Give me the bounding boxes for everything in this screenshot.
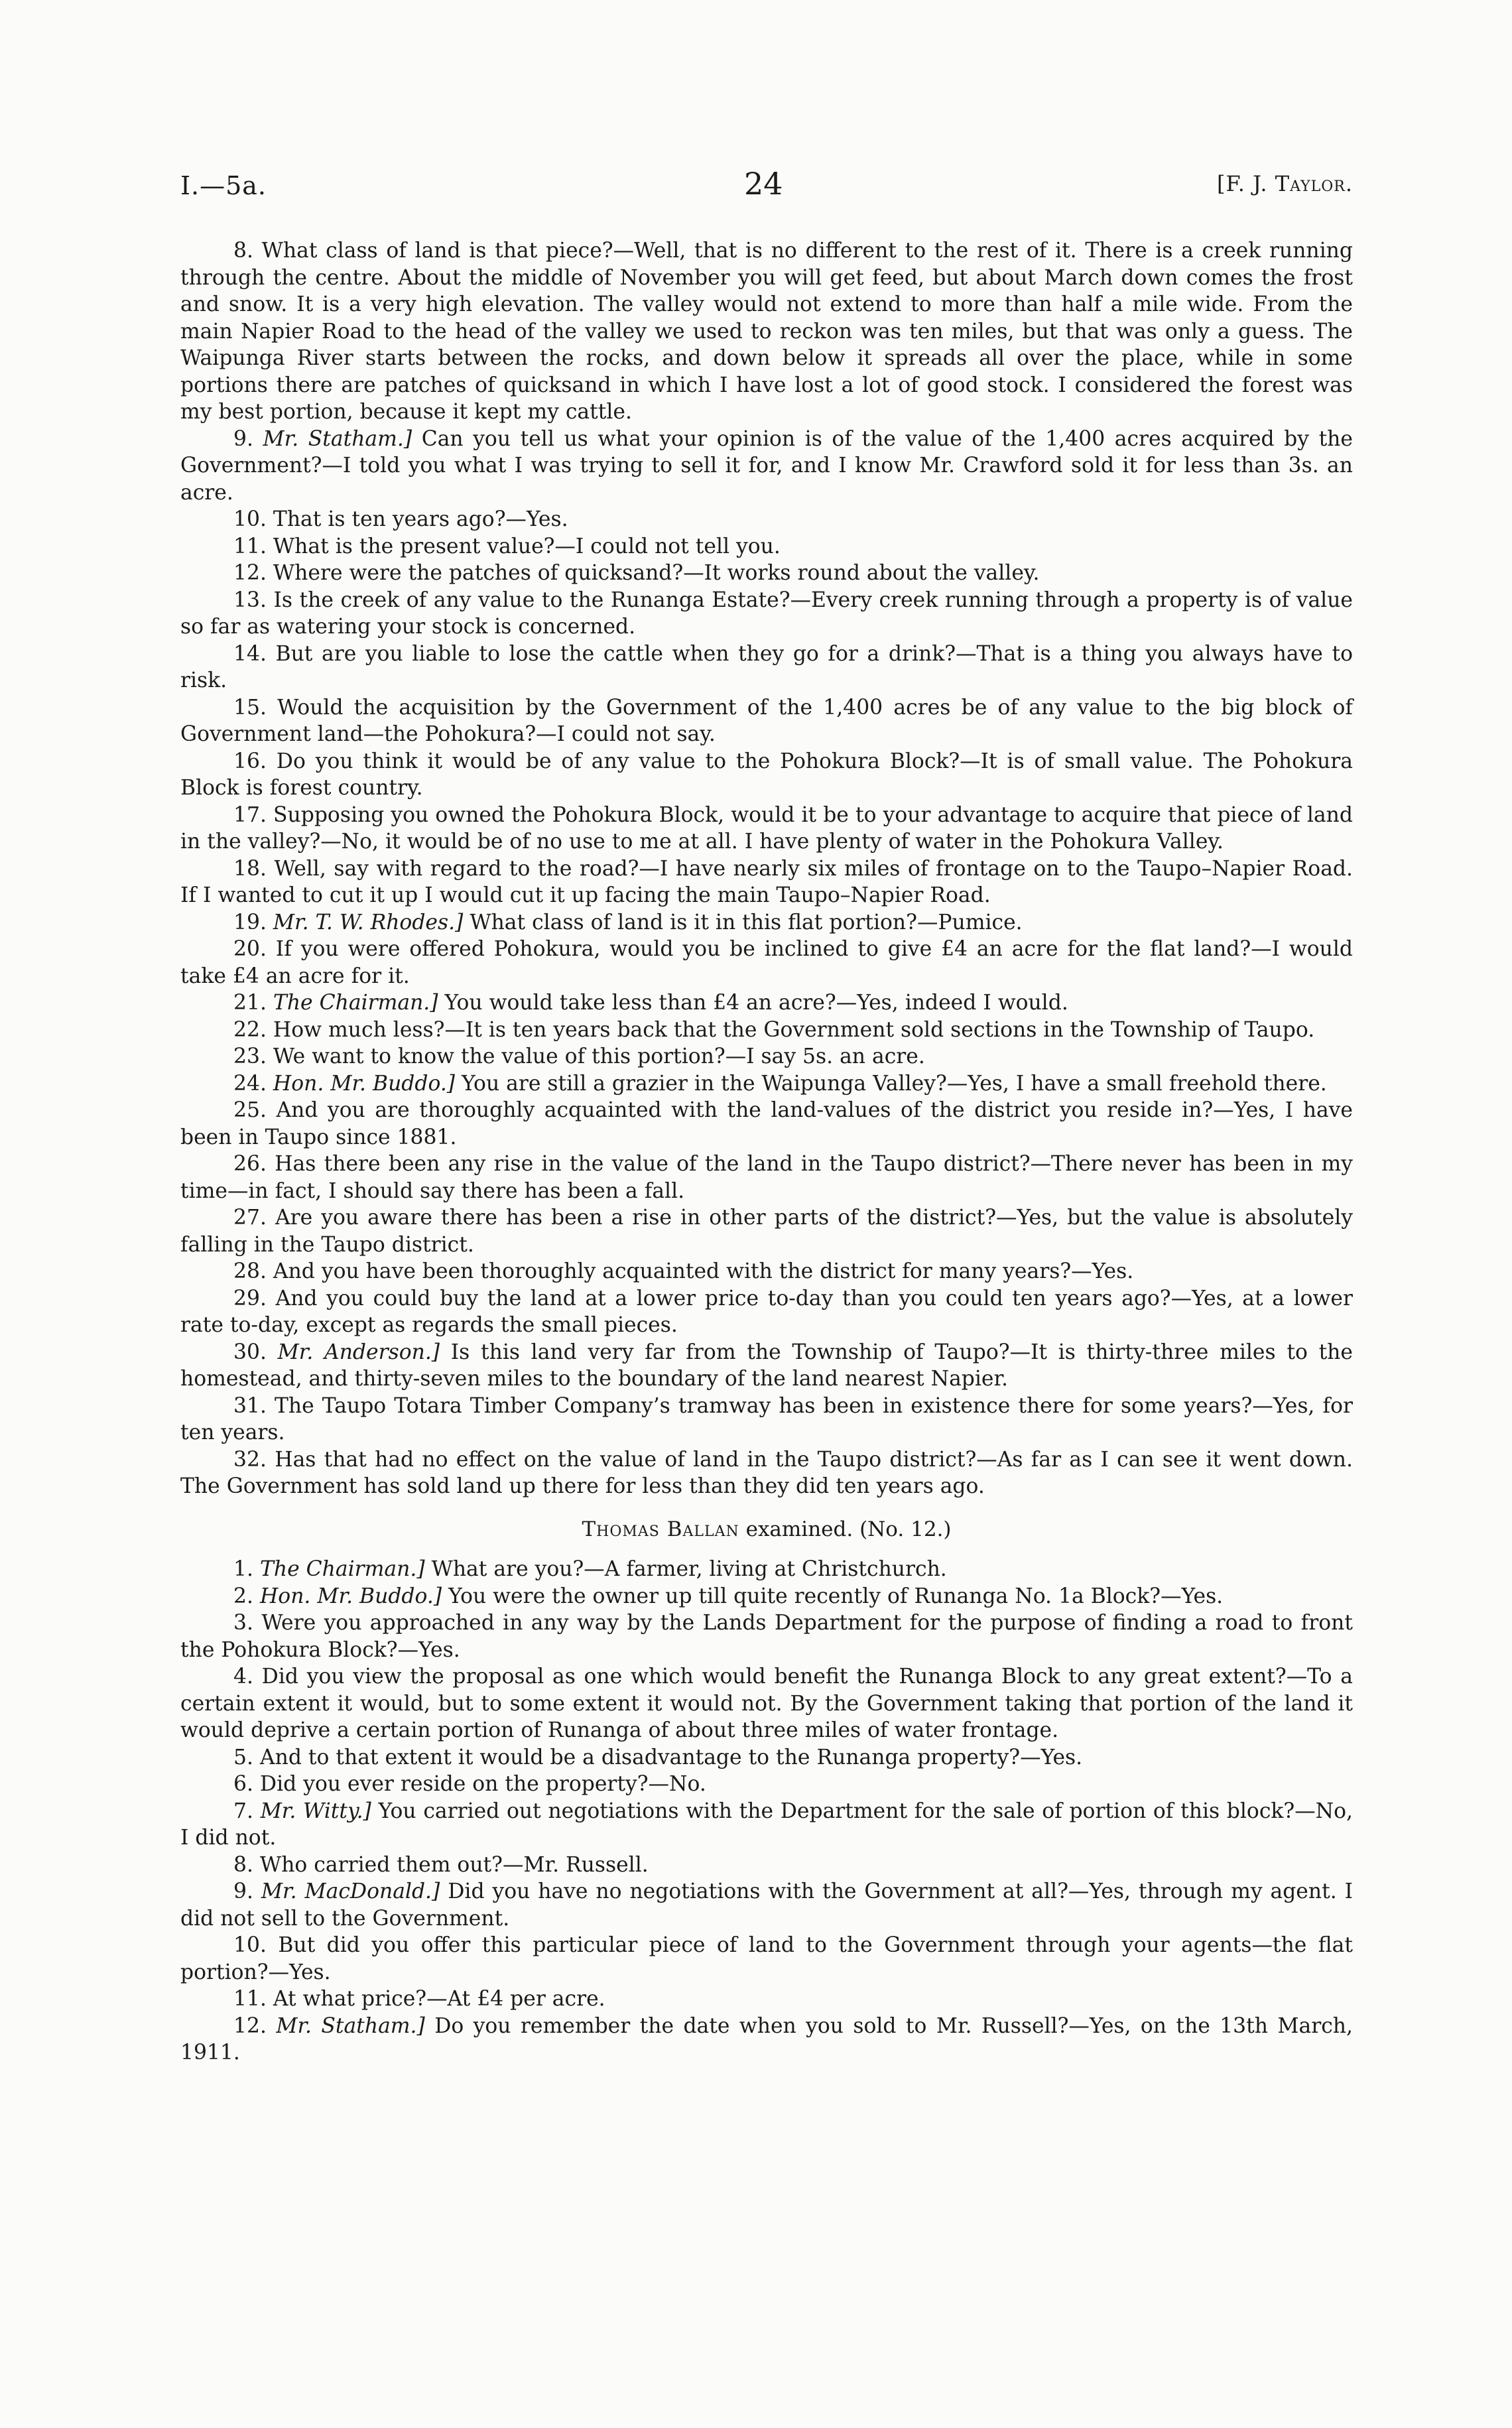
question-text: 5. And to that extent it would be a disadvantage to the Runanga property?—Yes. [233, 1745, 1083, 1769]
question-text: 15. Would the acquisition by the Government of the 1,400 acres be of any value to the big block of Government land—the Pohokura?—I could not say. [180, 695, 1353, 746]
question-text: 22. How much less?—It is ten years back that the Government sold sections in the Township of Taupo. [233, 1017, 1315, 1042]
question-text: 8. What class of land is that piece?—Well, that is no different to the rest of it. There is a creek running through the centre. About the middle of November you will get feed, but about March down comes the frost and snow. It is a very high elevation. The valley would not extend to more than half a mile wide. From the main Napier Road to the head of the valley we used to reckon was ten miles, but that was only a guess. The Waipunga River starts between the rocks, and down below it spreads all over the place, while in some portions there are patches of quicksand in which I have lost a lot of good stock. I considered the forest was my best portion, because it kept my cattle. [180, 239, 1353, 424]
question-number: 21. [233, 991, 267, 1015]
question-text: 11. At what price?—At £4 per acre. [233, 1987, 605, 2011]
question-paragraph [180, 1878, 1353, 1932]
question-paragraph [180, 694, 1353, 748]
question-paragraph [180, 1151, 1353, 1204]
question-text: 10. But did you offer this particular piece of land to the Government through your agents—the flat portion?—Yes. [180, 1933, 1353, 1984]
question-paragraph [180, 1043, 1353, 1070]
speaker-name: Mr. Witty.] [260, 1799, 371, 1823]
evidence-body [180, 237, 1353, 2067]
question-paragraph [180, 587, 1353, 641]
question-paragraph [180, 856, 1353, 909]
question-paragraph [180, 1663, 1353, 1744]
question-text: You carried out negotiations with the Department for the sale of portion of this block?—No, I did not. [180, 1799, 1353, 1850]
question-text: 28. And you have been thoroughly acquainted with the district for many years?—Yes. [233, 1259, 1134, 1283]
question-text: 12. Where were the patches of quicksand?—It works round about the valley. [233, 561, 1040, 585]
question-text: 8. Who carried them out?—Mr. Russell. [233, 1852, 649, 1877]
speaker-name: Mr. Anderson.] [277, 1340, 440, 1364]
question-number: 24. [233, 1071, 267, 1096]
question-paragraph [180, 506, 1353, 533]
question-paragraph [180, 1932, 1353, 1986]
section-witness-name: Thomas Ballan [582, 1517, 739, 1541]
speaker-name: Mr. MacDonald.] [261, 1880, 440, 1903]
question-paragraph [180, 1393, 1353, 1446]
question-number: 7. [233, 1799, 253, 1823]
question-number: 30. [233, 1340, 267, 1364]
question-paragraph [180, 990, 1353, 1017]
question-text: 4. Did you view the proposal as one which would benefit the Runanga Block to any great extent?—To a certain extent it would, but to some extent it would not. By the Government taking that portion of the land it would deprive a certain portion of Runanga of about three miles of water frontage. [180, 1665, 1353, 1742]
question-text: 32. Has that had no effect on the value of land in the Taupo district?—As far as I can see it went down. The Government has sold land up there for less than they did ten years ago. [180, 1447, 1353, 1498]
question-paragraph [180, 1610, 1353, 1663]
report-reference: I.—5a. [180, 171, 267, 200]
section-heading [180, 1516, 1353, 1543]
question-text: 17. Supposing you owned the Pohokura Block, would it be to your advantage to acquire that piece of land in the valley?—No, it would be of no use to me at all. I have plenty of water in the Pohokura Valley. [180, 802, 1353, 854]
question-text: Do you remember the date when you sold to Mr. Russell?—Yes, on the 13th March, 1911. [180, 2013, 1354, 2065]
question-number: 12. [233, 2013, 267, 2038]
question-paragraph [180, 1285, 1353, 1339]
question-number: 2. [233, 1584, 253, 1608]
question-paragraph [180, 1986, 1353, 2013]
speaker-name: The Chairman.] [259, 1557, 425, 1581]
question-text: 27. Are you aware there has been a rise in other parts of the district?—Yes, but the value is absolutely falling in the Taupo district. [180, 1206, 1353, 1257]
question-paragraph [180, 237, 1353, 426]
question-paragraph [180, 1556, 1353, 1583]
speaker-name: Mr. Statham.] [263, 426, 412, 451]
question-paragraph [180, 909, 1353, 936]
question-text: 11. What is the present value?—I could not tell you. [233, 534, 781, 558]
question-text: Can you tell us what your opinion is of the value of the 1,400 acres acquired by the Government?—I told you what I was trying to sell it for, and I know Mr. Crawford sold it for less than 3s. an acre. [180, 426, 1353, 505]
question-paragraph [180, 1339, 1353, 1393]
section-heading-rest: examined. (No. 12.) [745, 1517, 952, 1541]
question-paragraph [180, 748, 1353, 802]
question-paragraph [180, 1258, 1353, 1285]
question-paragraph [180, 936, 1353, 990]
question-number: 9. [233, 1880, 253, 1903]
question-text: 29. And you could buy the land at a lower price to-day than you could ten years ago?—Yes, at a lower rate to-day, except as regards the small pieces. [180, 1286, 1353, 1337]
speaker-name: Mr. Statham.] [276, 2013, 425, 2038]
question-number: 19. [233, 910, 267, 934]
question-text: 31. The Taupo Totara Timber Company’s tramway has been in existence there for some years?—Yes, for ten years. [180, 1393, 1353, 1444]
question-paragraph [180, 560, 1353, 587]
question-text: 20. If you were offered Pohokura, would you be inclined to give £4 an acre for the flat land?—I would take £4 an acre for it. [180, 937, 1353, 988]
speaker-name: The Chairman.] [273, 991, 438, 1015]
question-text: Did you have no negotiations with the Government at all?—Yes, through my agent. I did not sell to the Government. [180, 1880, 1354, 1931]
question-paragraph [180, 426, 1353, 507]
question-number: 9. [233, 426, 253, 451]
question-number: 1. [233, 1557, 253, 1581]
question-paragraph [180, 1852, 1353, 1879]
question-text: 26. Has there been any rise in the value of the land in the Taupo district?—There never has been in my time—in fact, I should say there has been a fall. [180, 1152, 1353, 1203]
question-paragraph [180, 1204, 1353, 1258]
speaker-name: Hon. Mr. Buddo.] [273, 1071, 456, 1096]
question-text: You would take less than £4 an acre?—Yes, indeed I would. [444, 991, 1068, 1015]
question-text: You are still a grazier in the Waipunga Valley?—Yes, I have a small freehold there. [462, 1071, 1327, 1096]
ballan-evidence [180, 1556, 1353, 2067]
question-paragraph [180, 1744, 1353, 1771]
speaker-name: Mr. T. W. Rhodes.] [273, 910, 464, 934]
question-paragraph [180, 2013, 1353, 2067]
question-paragraph [180, 1017, 1353, 1044]
question-text: What class of land is it in this flat portion?—Pumice. [470, 910, 1023, 934]
question-paragraph [180, 1070, 1353, 1098]
question-paragraph [180, 1446, 1353, 1500]
question-text: 23. We want to know the value of this portion?—I say 5s. an acre. [233, 1045, 925, 1068]
question-text: 6. Did you ever reside on the property?—No. [233, 1772, 706, 1796]
question-text: What are you?—A farmer, living at Christchurch. [431, 1557, 947, 1581]
question-paragraph [180, 1798, 1353, 1852]
question-text: You were the owner up till quite recently of Runanga No. 1a Block?—Yes. [448, 1584, 1224, 1608]
question-text: 3. Were you approached in any way by the Lands Department for the purpose of finding a road to front the Pohokura Block?—Yes. [180, 1611, 1353, 1662]
witness-name: [F. J. Taylor. [1217, 171, 1353, 196]
question-paragraph [180, 1097, 1353, 1151]
question-paragraph [180, 1583, 1353, 1610]
question-text: 16. Do you think it would be of any value to the Pohokura Block?—It is of small value. The Pohokura Block is forest country. [180, 749, 1353, 800]
page-number: 24 [744, 166, 783, 202]
question-paragraph [180, 533, 1353, 560]
question-paragraph [180, 802, 1353, 856]
question-paragraph [180, 1771, 1353, 1798]
question-text: 10. That is ten years ago?—Yes. [233, 507, 568, 531]
question-paragraph [180, 641, 1353, 694]
taylor-evidence [180, 237, 1353, 1500]
question-text: 18. Well, say with regard to the road?—I have nearly six miles of frontage on to the Taupo–Napier Road. If I wanted to cut it up I would cut it up facing the main Taupo–Napier Road. [180, 856, 1353, 907]
question-text: 14. But are you liable to lose the cattle when they go for a drink?—That is a thing you always have to risk. [180, 641, 1353, 692]
question-text: 13. Is the creek of any value to the Runanga Estate?—Every creek running through a property is of value so far as watering your stock is concerned. [180, 588, 1353, 639]
speaker-name: Hon. Mr. Buddo.] [259, 1584, 442, 1608]
page-header [180, 166, 1353, 211]
question-text: 25. And you are thoroughly acquainted with the land-values of the district you reside in?—Yes, I have been in Taupo since 1881. [180, 1098, 1353, 1149]
question-text: Is this land very far from the Township of Taupo?—It is thirty-three miles to the homestead, and thirty-seven miles to the boundary of the land nearest Napier. [180, 1340, 1353, 1391]
